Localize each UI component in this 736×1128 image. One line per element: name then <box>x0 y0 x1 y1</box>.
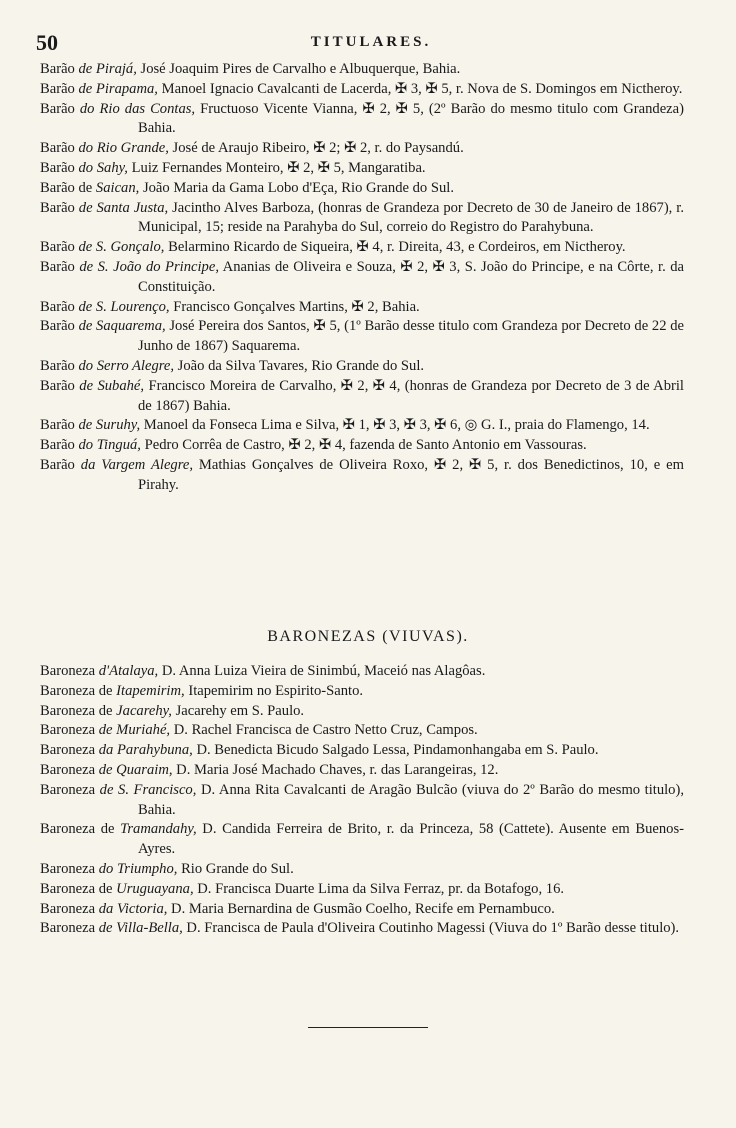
entry-lead: Barão <box>40 140 79 157</box>
entry-title: de S. João do Principe, <box>79 258 219 275</box>
entry-title: de Muriahé, <box>98 722 171 739</box>
entry-text: D. Maria Bernardina de Gusmão Coelho, Recife em Pernambuco. <box>167 900 555 917</box>
titular-entry <box>40 317 684 357</box>
baroneza-entry <box>40 919 684 939</box>
entry-text: Francisco Moreira de Carvalho, ✠ 2, ✠ 4, (honras de Grandeza por Decreto de 3 de Abril de 1867) Bahia. <box>138 377 684 414</box>
baroneza-entry <box>40 682 684 702</box>
entry-title: de S. Lourenço, <box>78 298 170 315</box>
entry-title: do Tinguá, <box>78 437 141 454</box>
entry-text: Rio Grande do Sul. <box>177 860 294 877</box>
entry-title: da Victoria, <box>98 900 168 917</box>
entry-title: de Pirajá, <box>78 61 137 77</box>
page-number: 50 <box>36 30 58 55</box>
entry-title: do Rio das Contas, <box>79 100 196 117</box>
entry-lead: Barão <box>40 80 79 97</box>
entry-lead: Barão <box>40 100 80 117</box>
baroneza-entry <box>40 820 684 860</box>
entry-title: de S. Francisco, <box>99 781 197 798</box>
baroneza-entry <box>40 761 684 781</box>
entry-text: José Joaquim Pires de Carvalho e Albuquerque, Bahia. <box>136 61 461 77</box>
entry-lead: Baroneza de <box>40 821 121 838</box>
baroneza-entry <box>40 702 684 722</box>
entry-lead: Barão <box>40 377 80 394</box>
entry-text: Pedro Corrêa de Castro, ✠ 2, ✠ 4, fazenda de Santo Antonio em Vassouras. <box>140 437 587 454</box>
titular-entry <box>40 456 684 496</box>
entry-text: D. Benedicta Bicudo Salgado Lessa, Pindamonhangaba em S. Paulo. <box>192 742 599 759</box>
entry-lead: Baroneza de <box>40 702 117 719</box>
entry-lead: Baroneza <box>40 781 100 798</box>
entry-title: d'Atalaya, <box>98 663 159 679</box>
entry-lead: Barão <box>40 456 81 473</box>
entry-lead: Barão <box>40 318 79 335</box>
baronezas-list <box>40 662 684 939</box>
entry-text: João Maria da Gama Lobo d'Eça, Rio Grande do Sul. <box>139 179 454 196</box>
titular-entry <box>40 436 684 456</box>
entry-lead: Barão <box>40 239 79 256</box>
titular-entry <box>40 298 684 318</box>
baroneza-entry <box>40 900 684 920</box>
entry-title: da Parahybuna, <box>98 742 193 759</box>
entry-title: de Santa Justa, <box>78 199 169 216</box>
entry-lead: Baroneza de <box>40 880 117 897</box>
entry-text: Francisco Gonçalves Martins, ✠ 2, Bahia. <box>169 298 420 315</box>
entry-lead: Barão <box>40 437 79 454</box>
baroneza-entry <box>40 721 684 741</box>
baroneza-entry <box>40 781 684 821</box>
entry-title: de S. Gonçalo, <box>78 239 165 256</box>
entry-title: de Suruhy, <box>78 417 141 434</box>
entry-text: Manoel Ignacio Cavalcanti de Lacerda, ✠ 3, ✠ 5, r. Nova de S. Domingos em Nictheroy. <box>157 80 683 97</box>
titular-entry <box>40 179 684 199</box>
entry-title: de Saquarema, <box>78 318 166 335</box>
titular-entry <box>40 238 684 258</box>
entry-text: José Pereira dos Santos, ✠ 5, (1º Barão desse titulo com Grandeza por Decreto de 22 de Junho de 1867) Saquarema. <box>138 318 684 355</box>
baroneza-entry <box>40 880 684 900</box>
entry-text: D. Rachel Francisca de Castro Netto Cruz, Campos. <box>170 722 478 739</box>
entry-lead: Baroneza <box>40 761 99 778</box>
entry-lead: Barão <box>40 61 79 77</box>
entry-title: do Sahy, <box>78 159 128 176</box>
entry-title: Itapemirim, <box>116 682 185 699</box>
entry-text: Belarmino Ricardo de Siqueira, ✠ 4, r. Direita, 43, e Cordeiros, em Nictheroy. <box>164 239 626 256</box>
entry-text: D. Maria José Machado Chaves, r. das Larangeiras, 12. <box>172 761 499 778</box>
entry-text: D. Anna Rita Cavalcanti de Aragão Bulcão (viuva do 2º Barão do mesmo titulo), Bahia. <box>138 781 684 818</box>
entry-text: José de Araujo Ribeiro, ✠ 2; ✠ 2, r. do Paysandú. <box>168 140 464 157</box>
entry-lead: Baroneza de <box>40 682 117 699</box>
entry-title: Tramandahy, <box>120 821 197 838</box>
entry-text: D. Candida Ferreira de Brito, r. da Princeza, 58 (Cattete). Ausente em Buenos-Ayres. <box>138 821 684 858</box>
entry-title: de Villa-Bella, <box>98 920 183 937</box>
baroneza-entry <box>40 662 684 682</box>
titular-entry <box>40 357 684 377</box>
entry-title: Uruguayana, <box>116 880 194 897</box>
entry-text: Fructuoso Vicente Vianna, ✠ 2, ✠ 5, (2º Barão do mesmo titulo com Grandeza) Bahia. <box>138 100 684 137</box>
entry-text: Jacintho Alves Barboza, (honras de Grandeza por Decreto de 30 de Janeiro de 1867), r. Municipal, 15; reside na Parahyba do Sul, correio do Registro do Parahybuna. <box>138 199 684 236</box>
entry-text: D. Francisca Duarte Lima da Silva Ferraz, pr. da Botafogo, 16. <box>193 880 565 897</box>
titular-entry <box>40 100 684 140</box>
entry-text: Mathias Gonçalves de Oliveira Roxo, ✠ 2, ✠ 5, r. dos Benedictinos, 10, e em Pirahy. <box>138 456 684 493</box>
titular-entry <box>40 60 684 80</box>
entry-title: Saican, <box>95 179 140 196</box>
titular-entry <box>40 80 684 100</box>
entry-lead: Barão <box>40 199 79 216</box>
titulares-list <box>40 60 684 496</box>
entry-lead: Barão <box>40 258 80 275</box>
entry-text: D. Anna Luiza Vieira de Sinimbú, Maceió nas Alagôas. <box>158 663 486 679</box>
entry-text: D. Francisca de Paula d'Oliveira Coutinho Magessi (Viuva do 1º Barão desse titulo). <box>182 920 680 937</box>
entry-text: João da Silva Tavares, Rio Grande do Sul. <box>174 357 425 374</box>
entry-lead: Barão <box>40 357 79 374</box>
entry-text: Luiz Fernandes Monteiro, ✠ 2, ✠ 5, Mangaratiba. <box>127 159 426 176</box>
entry-lead: Baroneza <box>40 900 99 917</box>
entry-lead: Barão de <box>40 179 96 196</box>
baroneza-entry <box>40 860 684 880</box>
entry-text: Itapemirim no Espirito-Santo. <box>184 682 364 699</box>
entry-lead: Baroneza <box>40 663 99 679</box>
entry-title: do Serro Alegre, <box>78 357 175 374</box>
entry-title: do Triumpho, <box>98 860 178 877</box>
entry-lead: Baroneza <box>40 920 99 937</box>
entry-lead: Barão <box>40 159 79 176</box>
entry-title: de Pirapama, <box>78 80 158 97</box>
entry-title: da Vargem Alegre, <box>80 456 193 473</box>
entry-lead: Baroneza <box>40 860 99 877</box>
entry-lead: Baroneza <box>40 722 99 739</box>
titular-entry <box>40 258 684 298</box>
entry-title: de Quaraim, <box>98 761 173 778</box>
entry-lead: Baroneza <box>40 742 99 759</box>
section-heading: BARONEZAS (VIUVAS). <box>267 628 469 645</box>
entry-lead: Barão <box>40 417 79 434</box>
entry-title: do Rio Grande, <box>78 140 169 157</box>
titular-entry <box>40 377 684 417</box>
closing-rule <box>308 1027 428 1028</box>
baroneza-entry <box>40 741 684 761</box>
titular-entry <box>40 199 684 239</box>
running-head: TITULARES. <box>310 34 432 50</box>
entry-title: Jacarehy, <box>116 702 172 719</box>
entry-text: Manoel da Fonseca Lima e Silva, ✠ 1, ✠ 3, ✠ 3, ✠ 6, ◎ G. I., praia do Flamengo, 14. <box>140 417 650 434</box>
entry-text: Jacarehy em S. Paulo. <box>171 702 305 719</box>
entry-lead: Barão <box>40 298 79 315</box>
entry-text: Ananias de Oliveira e Souza, ✠ 2, ✠ 3, S. João do Principe, e na Côrte, r. da Constituição. <box>138 258 684 295</box>
page-header <box>36 30 706 56</box>
titular-entry <box>40 139 684 159</box>
entry-title: de Subahé, <box>79 377 145 394</box>
titular-entry <box>40 416 684 436</box>
titular-entry <box>40 159 684 179</box>
